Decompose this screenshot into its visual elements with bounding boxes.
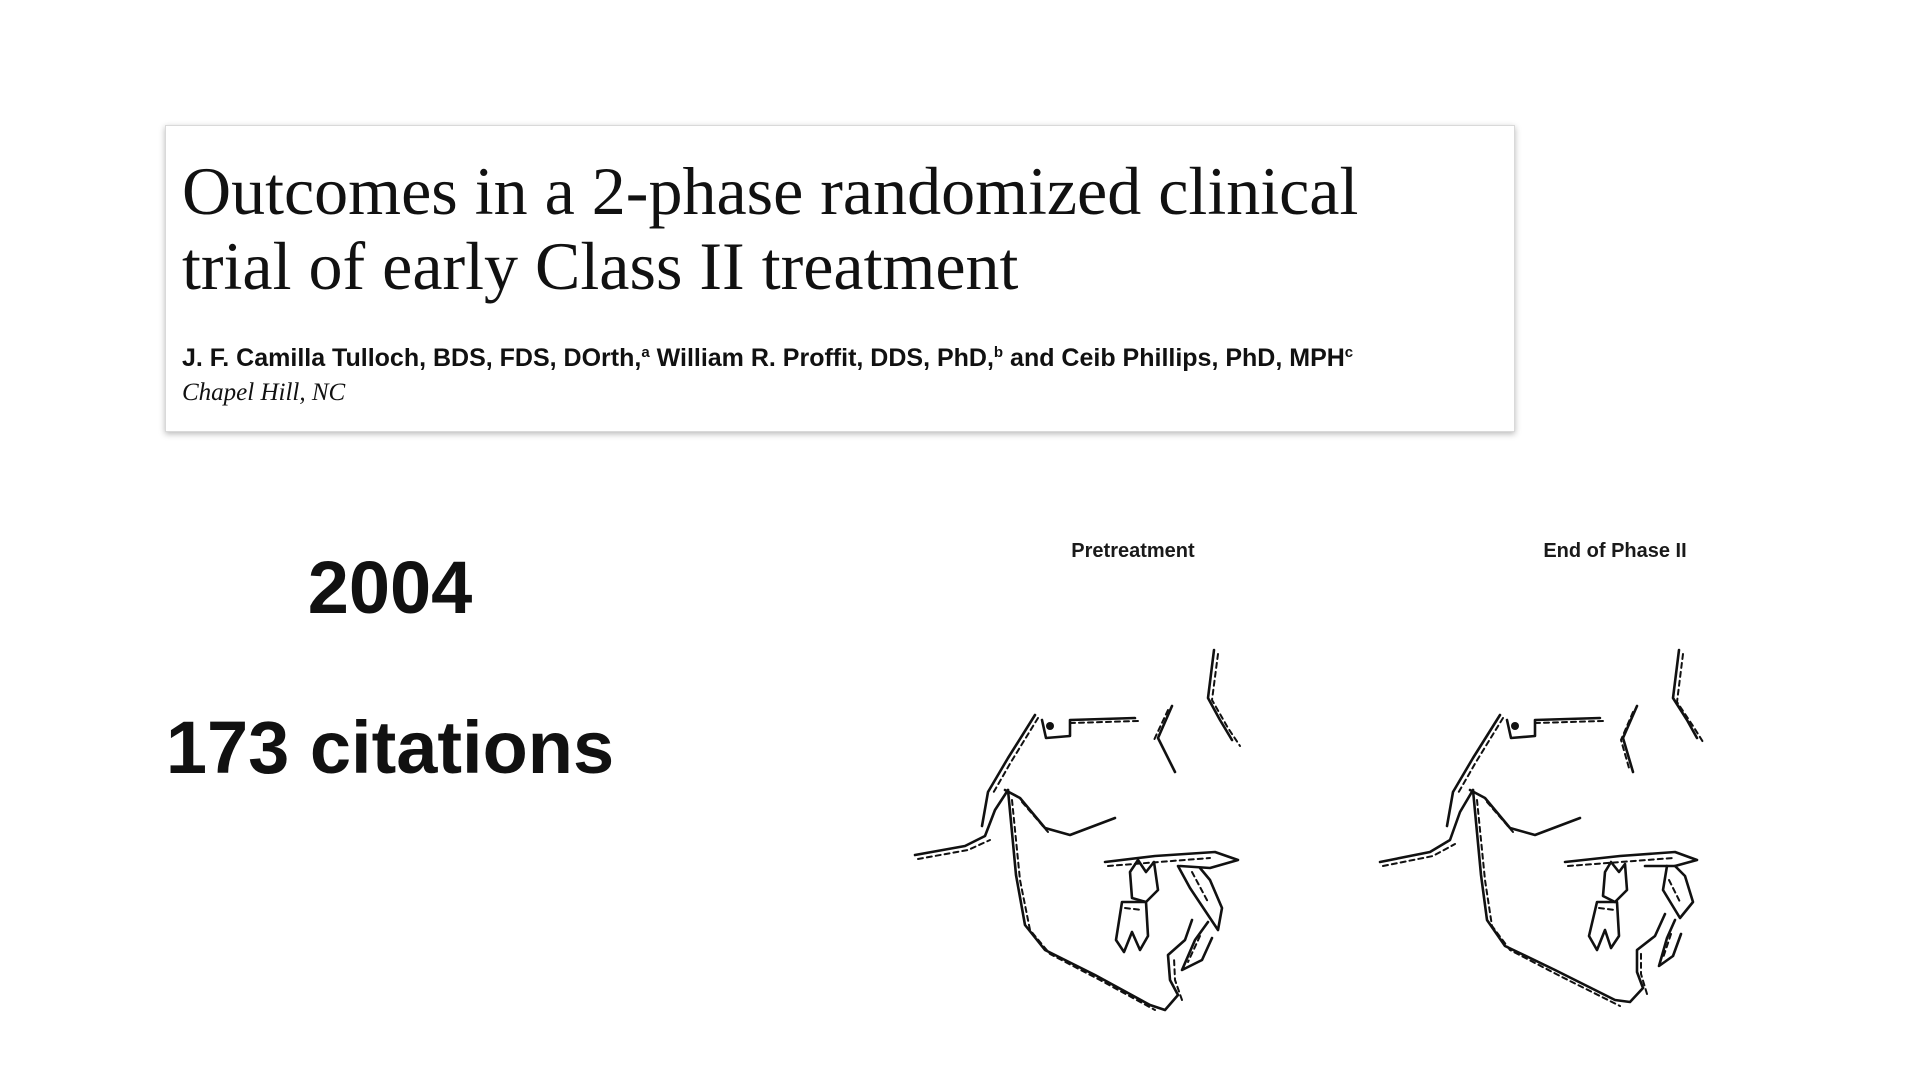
author-2: William R. Proffit, DDS, PhD, xyxy=(649,344,994,372)
author-1: J. F. Camilla Tulloch, BDS, FDS, DOrth, xyxy=(182,344,642,372)
label-pretreatment: Pretreatment xyxy=(1071,540,1195,562)
label-end-of-phase-ii: End of Phase II xyxy=(1543,540,1687,562)
publication-year: 2004 xyxy=(307,546,473,629)
paper-header-clipping xyxy=(165,125,1515,432)
paper-location: Chapel Hill, NC xyxy=(182,379,346,406)
paper-authors xyxy=(182,344,1494,373)
paper-title xyxy=(182,154,1494,304)
cephalometric-tracing-end-of-phase-ii xyxy=(1375,640,1795,1060)
author-2-affiliation: b xyxy=(993,344,1004,361)
author-1-affiliation: a xyxy=(641,344,650,361)
cephalometric-tracing-pretreatment xyxy=(910,640,1330,1060)
author-3-affiliation: c xyxy=(1344,344,1354,361)
author-3: and Ceib Phillips, PhD, MPH xyxy=(1003,344,1345,372)
paper-title-line-1: Outcomes in a 2-phase randomized clinical xyxy=(182,153,1359,229)
paper-title-line-2: trial of early Class II treatment xyxy=(182,228,1019,304)
tracing-end-of-phase-ii-svg xyxy=(1375,640,1795,1060)
citation-count: 173 citations xyxy=(165,706,615,789)
tracing-pretreatment-svg xyxy=(910,640,1330,1060)
